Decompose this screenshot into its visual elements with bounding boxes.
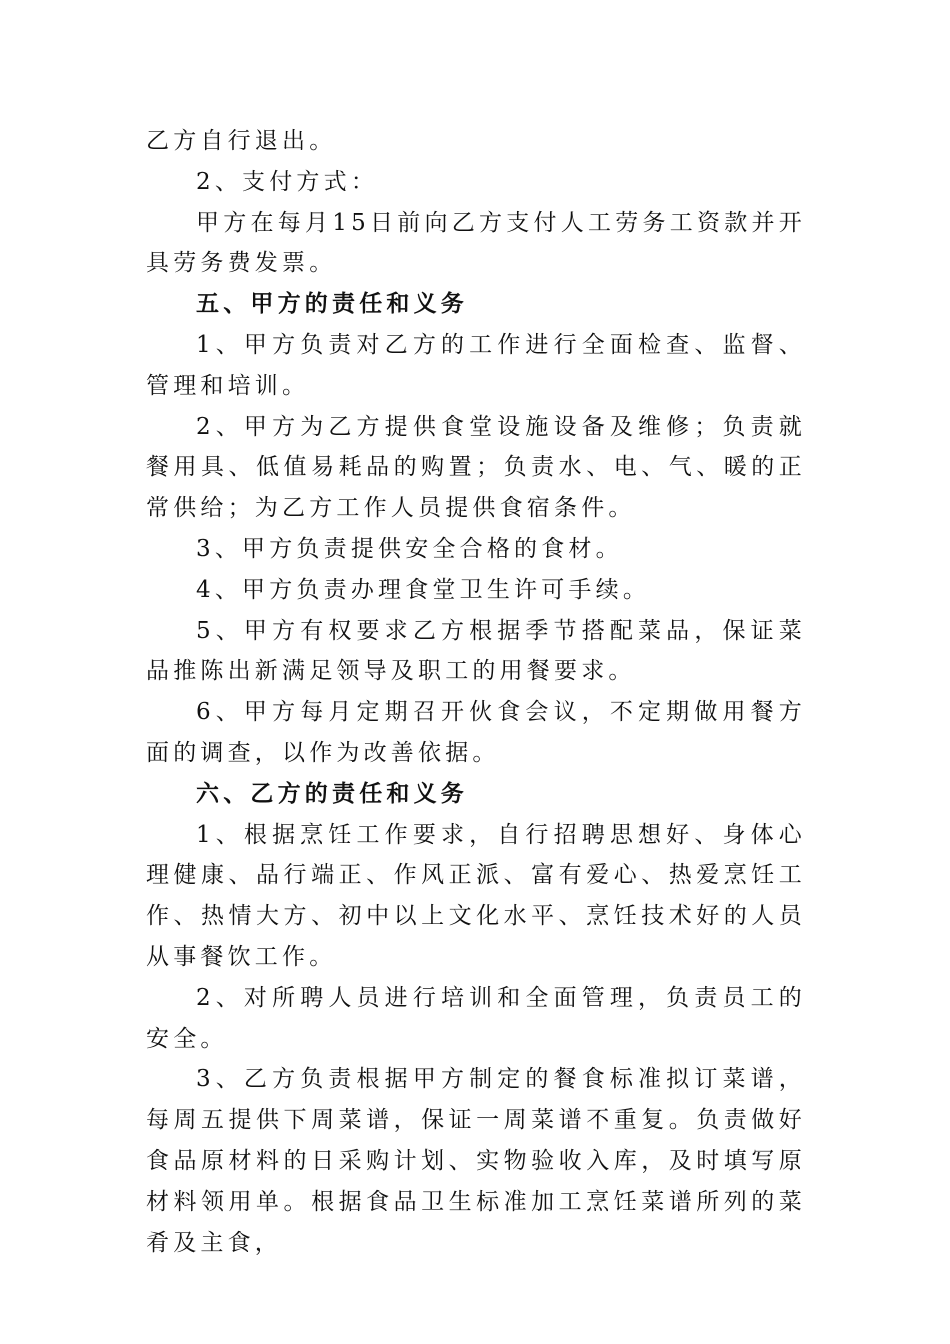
paragraph-party-a-2: 2、甲方为乙方提供食堂设施设备及维修；负责就餐用具、低值易耗品的购置；负责水、电、气、暖的正常供给；为乙方工作人员提供食宿条件。 bbox=[146, 413, 806, 522]
paragraph-payment-method: 2、支付方式： bbox=[196, 168, 379, 195]
section-heading-party-b: 六、乙方的责任和义务 bbox=[196, 779, 468, 807]
paragraph-party-b-2: 2、对所聘人员进行培训和全面管理，负责员工的安全。 bbox=[146, 984, 806, 1052]
document-body bbox=[146, 121, 806, 1263]
paragraph-payment-detail: 甲方在每月15日前向乙方支付人工劳务工资款并开具劳务费发票。 bbox=[146, 209, 806, 277]
paragraph-party-a-6: 6、甲方每月定期召开伙食会议，不定期做用餐方面的调查，以作为改善依据。 bbox=[146, 699, 806, 766]
paragraph-party-a-3: 3、甲方负责提供安全合格的食材。 bbox=[196, 535, 623, 562]
paragraph-party-a-5: 5、甲方有权要求乙方根据季节搭配菜品，保证菜品推陈出新满足领导及职工的用餐要求。 bbox=[146, 617, 806, 685]
paragraph-party-a-1: 1、甲方负责对乙方的工作进行全面检查、监督、管理和培训。 bbox=[146, 331, 806, 399]
section-heading-party-a: 五、甲方的责任和义务 bbox=[196, 290, 468, 318]
paragraph-party-b-3: 3、乙方负责根据甲方制定的餐食标准拟订菜谱，每周五提供下周菜谱，保证一周菜谱不重复。负责做好食品原材料的日采购计划、实物验收入库，及时填写原材料领用单。根据食品卫生标准加工烹饪菜谱所列的菜肴及主食， bbox=[146, 1066, 806, 1256]
paragraph-continuation: 乙方自行退出。 bbox=[146, 128, 337, 154]
paragraph-party-b-1: 1、根据烹饪工作要求，自行招聘思想好、身体心理健康、品行端正、作风正派、富有爱心、热爱烹饪工作、热情大方、初中以上文化水平、烹饪技术好的人员从事餐饮工作。 bbox=[146, 821, 806, 970]
paragraph-party-a-4: 4、甲方负责办理食堂卫生许可手续。 bbox=[196, 576, 651, 603]
